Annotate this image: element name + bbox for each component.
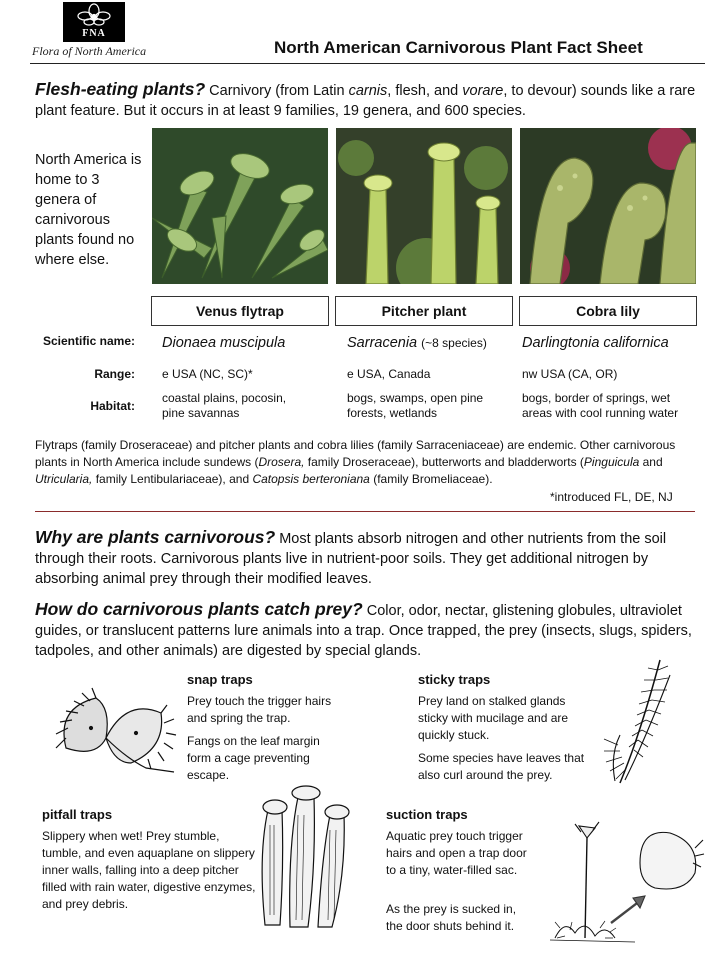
habitat-pitcher-plant: bogs, swamps, open pine forests, wetlands	[347, 391, 484, 420]
flower-icon	[63, 2, 125, 30]
intro-text: Carnivory (from Latin	[205, 83, 349, 99]
snap-traps-text-2: Fangs on the leaf margin form a cage preventing escape.	[187, 734, 320, 782]
fna-logo	[30, 2, 165, 60]
families-text: family Droseraceae), butterworts and bladderworts (	[304, 455, 584, 469]
label-scientific-name: Scientific name:	[42, 334, 135, 348]
how-paragraph	[35, 599, 700, 661]
pitfall-traps-title: pitfall traps	[42, 807, 113, 822]
sci-name-text: Sarracenia	[347, 335, 418, 351]
why-text: Most plants absorb nitrogen and other nutrients from the soil through their roots. Carnivorous plants live in nutrient-poor soils. They get additional nitrogen by absorbing animal prey through their modified leaves.	[35, 531, 667, 587]
snap-trap-illustration	[36, 668, 176, 773]
why-lead: Why are plants carnivorous?	[35, 527, 276, 547]
how-lead: How do carnivorous plants catch prey?	[35, 599, 363, 619]
families-text: Flytraps (family Droseraceae) and pitcher plants and cobra lilies (family Sarraceniaceae) are endemic. Other carnivorous plants in North America include sundews (	[35, 438, 676, 469]
sci-name-cobra-lily: Darlingtonia californica	[522, 335, 669, 351]
sci-name-pitcher-plant	[347, 335, 487, 351]
page-title: North American Carnivorous Plant Fact Sheet	[274, 38, 643, 57]
suction-traps-text-1: Aquatic prey touch trigger hairs and open a trap door to a tiny, water-filled sac.	[386, 829, 527, 877]
plant-name-venus-flytrap: Venus flytrap	[151, 296, 329, 326]
header-rule	[30, 63, 705, 64]
sticky-traps-text-1: Prey land on stalked glands sticky with mucilage and are quickly stuck.	[418, 694, 569, 742]
species-catopsis: Catopsis berteroniana	[252, 472, 370, 486]
range-pitcher-plant: e USA, Canada	[347, 367, 431, 381]
snap-traps-text-1: Prey touch the trigger hairs and spring the trap.	[187, 694, 332, 725]
suction-traps-text-2: As the prey is sucked in, the door shuts behind it.	[386, 902, 517, 933]
range-cobra-lily: nw USA (CA, OR)	[522, 367, 618, 381]
genus-drosera: Drosera,	[258, 455, 305, 469]
pitcher-plant-photo	[336, 128, 512, 284]
genus-pinguicula: Pinguicula	[583, 455, 640, 469]
suction-traps-title: suction traps	[386, 807, 468, 822]
families-text: family Lentibulariaceae), and	[92, 472, 253, 486]
sci-name-note: (~8 species)	[421, 336, 487, 350]
why-paragraph	[35, 527, 700, 589]
families-note	[35, 437, 685, 488]
introduced-footnote: *introduced FL, DE, NJ	[550, 490, 673, 504]
range-venus-flytrap: e USA (NC, SC)*	[162, 367, 253, 381]
term-vorare: vorare	[462, 83, 504, 99]
logo-subtitle: Flora of North America	[32, 44, 147, 58]
sticky-traps-title: sticky traps	[418, 672, 491, 687]
section-rule	[35, 511, 695, 512]
side-note: North America is home to 3 genera of carnivorous plants found no where else.	[35, 152, 142, 268]
suction-trap-illustration	[545, 818, 705, 946]
sci-name-venus-flytrap: Dionaea muscipula	[162, 335, 286, 351]
intro-lead: Flesh-eating plants?	[35, 79, 206, 99]
snap-traps-title: snap traps	[187, 672, 253, 687]
habitat-cobra-lily: bogs, border of springs, wet areas with cool running water	[522, 391, 679, 420]
plant-name-pitcher-plant: Pitcher plant	[335, 296, 513, 326]
habitat-venus-flytrap: coastal plains, pocosin, pine savannas	[162, 391, 287, 420]
logo-text: FNA	[82, 28, 106, 39]
intro-text: , to devour) sounds like a rare plant feature. But it occurs in at least 9 families, 19 genera, and 600 species.	[35, 83, 696, 119]
genus-utricularia: Utricularia,	[35, 472, 93, 486]
pitfall-trap-illustration	[250, 785, 360, 930]
plant-name-cobra-lily: Cobra lily	[519, 296, 697, 326]
families-text: (family Bromeliaceae).	[369, 472, 493, 486]
sticky-trap-illustration	[600, 655, 695, 785]
intro-text: , flesh, and	[387, 83, 463, 99]
sticky-traps-text-2: Some species have leaves that also curl around the prey.	[418, 751, 585, 782]
cobra-lily-photo	[520, 128, 696, 284]
venus-flytrap-photo	[152, 128, 328, 284]
term-carnis: carnis	[348, 83, 388, 99]
intro-paragraph	[35, 79, 700, 121]
how-text: Color, odor, nectar, glistening globules, ultraviolet guides, or translucent patterns lure animals into a trap. Once trapped, the prey (insects, slugs, spiders, tadpoles, and other animals) are digested by special glands.	[35, 603, 692, 659]
pitfall-traps-text: Slippery when wet! Prey stumble, tumble, and even aquaplane on slippery inner walls, falling into a deep pitcher filled with rain water, digestive enzymes, and prey debris.	[42, 829, 256, 911]
label-range: Range:	[94, 367, 135, 381]
label-habitat: Habitat:	[90, 399, 135, 413]
families-text: and	[639, 455, 663, 469]
